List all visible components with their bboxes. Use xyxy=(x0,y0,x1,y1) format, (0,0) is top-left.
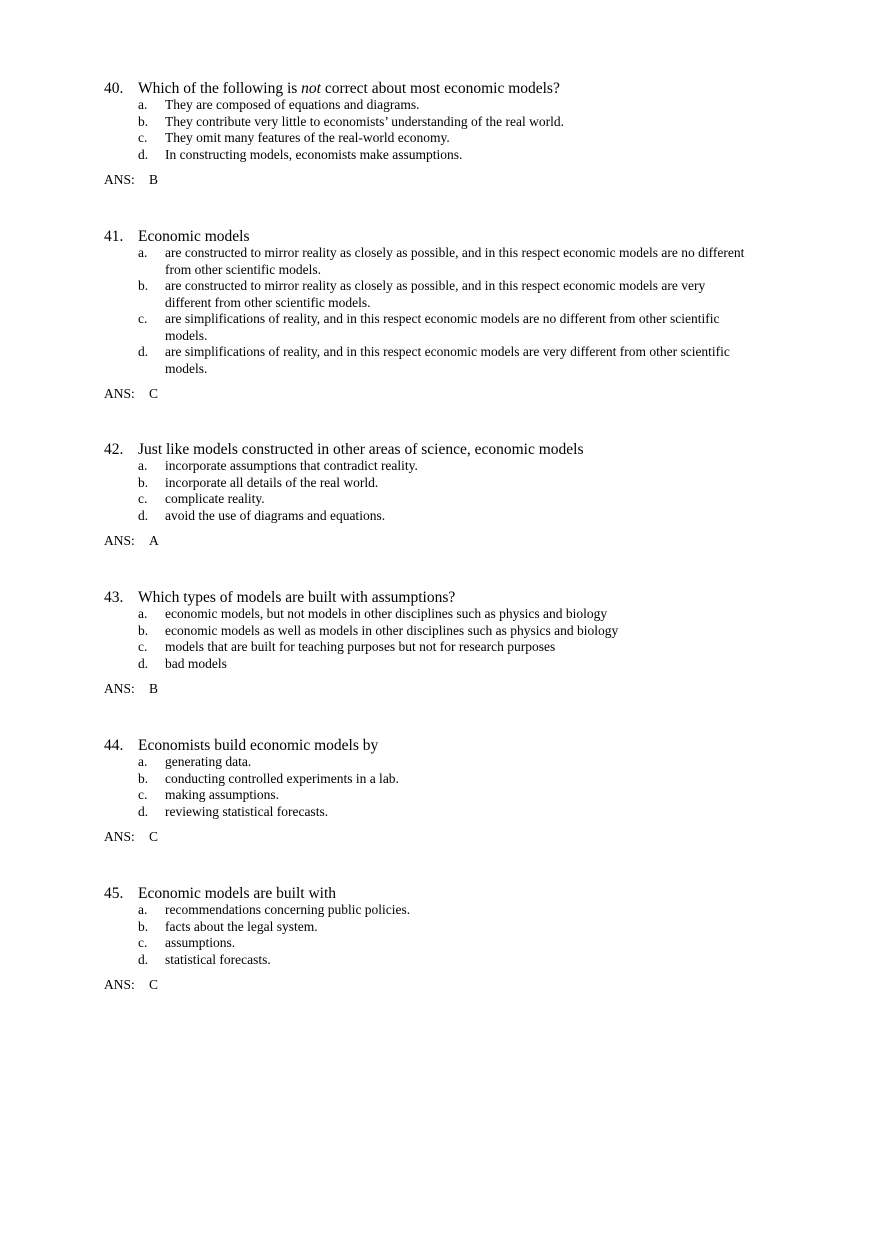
question-number: 40. xyxy=(104,80,124,97)
emphasis-not: not xyxy=(301,80,321,97)
question-stem xyxy=(104,227,784,247)
option-d: d. reviewing statistical forecasts. xyxy=(138,803,329,819)
option-list xyxy=(104,754,784,820)
question-stem xyxy=(104,588,784,608)
question-number: 44. xyxy=(104,737,124,754)
question-stem xyxy=(104,736,784,756)
option-list xyxy=(104,458,784,524)
question-text: Which of the following is not correct about most economic models? xyxy=(138,80,560,97)
answer-value: B xyxy=(149,681,159,696)
option-c: c. assumptions. xyxy=(138,935,236,950)
question-number: 43. xyxy=(104,589,124,606)
answer-label: ANS: xyxy=(104,829,135,844)
option-d: d. bad models xyxy=(138,655,227,671)
question-text: Economists build economic models by xyxy=(138,737,379,754)
option-a: a. are constructed to mirror reality as closely as possible, and in this respect economic models are no different from other scientific models. xyxy=(138,245,745,277)
question-text: Economic models xyxy=(138,228,250,245)
question-stem xyxy=(104,79,784,99)
question-text: Economic models are built with xyxy=(138,885,337,902)
answer-label: ANS: xyxy=(104,386,135,401)
question-number: 45. xyxy=(104,885,124,902)
option-c: c. are simplifications of reality, and in this respect economic models are no different from other scientific models. xyxy=(138,311,720,343)
option-d: d. statistical forecasts. xyxy=(138,951,271,967)
option-c: c. complicate reality. xyxy=(138,491,265,506)
answer-line xyxy=(104,829,784,845)
option-a: a. economic models, but not models in other disciplines such as physics and biology xyxy=(138,606,608,621)
question-43 xyxy=(104,588,784,697)
answer-line xyxy=(104,172,784,188)
option-a: a. They are composed of equations and diagrams. xyxy=(138,97,420,112)
option-list xyxy=(104,606,784,672)
option-b: b. incorporate all details of the real world. xyxy=(138,474,379,490)
answer-label: ANS: xyxy=(104,977,135,992)
option-c: c. models that are built for teaching purposes but not for research purposes xyxy=(138,639,556,654)
answer-label: ANS: xyxy=(104,172,135,187)
option-c: c. making assumptions. xyxy=(138,787,279,802)
answer-label: ANS: xyxy=(104,533,135,548)
answer-line xyxy=(104,977,784,993)
answer-line xyxy=(104,386,784,402)
option-b: b. conducting controlled experiments in a lab. xyxy=(138,770,399,786)
option-c: c. They omit many features of the real-world economy. xyxy=(138,130,450,145)
answer-value: C xyxy=(149,386,159,401)
question-number: 42. xyxy=(104,441,124,458)
question-text: Which types of models are built with assumptions? xyxy=(138,589,456,606)
option-d: d. are simplifications of reality, and in this respect economic models are very different from other scientific models. xyxy=(138,344,730,376)
question-number: 41. xyxy=(104,228,124,245)
option-a: a. generating data. xyxy=(138,754,252,769)
option-list xyxy=(104,97,784,163)
option-b: b. are constructed to mirror reality as closely as possible, and in this respect economic models are very different from other scientific models. xyxy=(138,278,706,310)
question-44 xyxy=(104,736,784,845)
option-d: d. In constructing models, economists make assumptions. xyxy=(138,146,463,162)
option-d: d. avoid the use of diagrams and equations. xyxy=(138,507,386,523)
option-list xyxy=(104,245,784,377)
question-41 xyxy=(104,227,784,402)
question-text: Just like models constructed in other areas of science, economic models xyxy=(138,441,584,458)
option-b: b. economic models as well as models in other disciplines such as physics and biology xyxy=(138,622,619,638)
option-a: a. incorporate assumptions that contradict reality. xyxy=(138,458,418,473)
question-40 xyxy=(104,79,784,188)
question-stem xyxy=(104,440,784,460)
option-b: b. facts about the legal system. xyxy=(138,918,318,934)
option-b: b. They contribute very little to economists’ understanding of the real world. xyxy=(138,113,565,129)
answer-value: A xyxy=(149,533,159,548)
answer-line xyxy=(104,533,784,549)
answer-value: C xyxy=(149,829,159,844)
question-stem xyxy=(104,884,784,904)
question-45 xyxy=(104,884,784,993)
answer-label: ANS: xyxy=(104,681,135,696)
option-a: a. recommendations concerning public policies. xyxy=(138,902,411,917)
question-42 xyxy=(104,440,784,549)
answer-value: C xyxy=(149,977,159,992)
option-list xyxy=(104,902,784,968)
answer-value: B xyxy=(149,172,159,187)
answer-line xyxy=(104,681,784,697)
